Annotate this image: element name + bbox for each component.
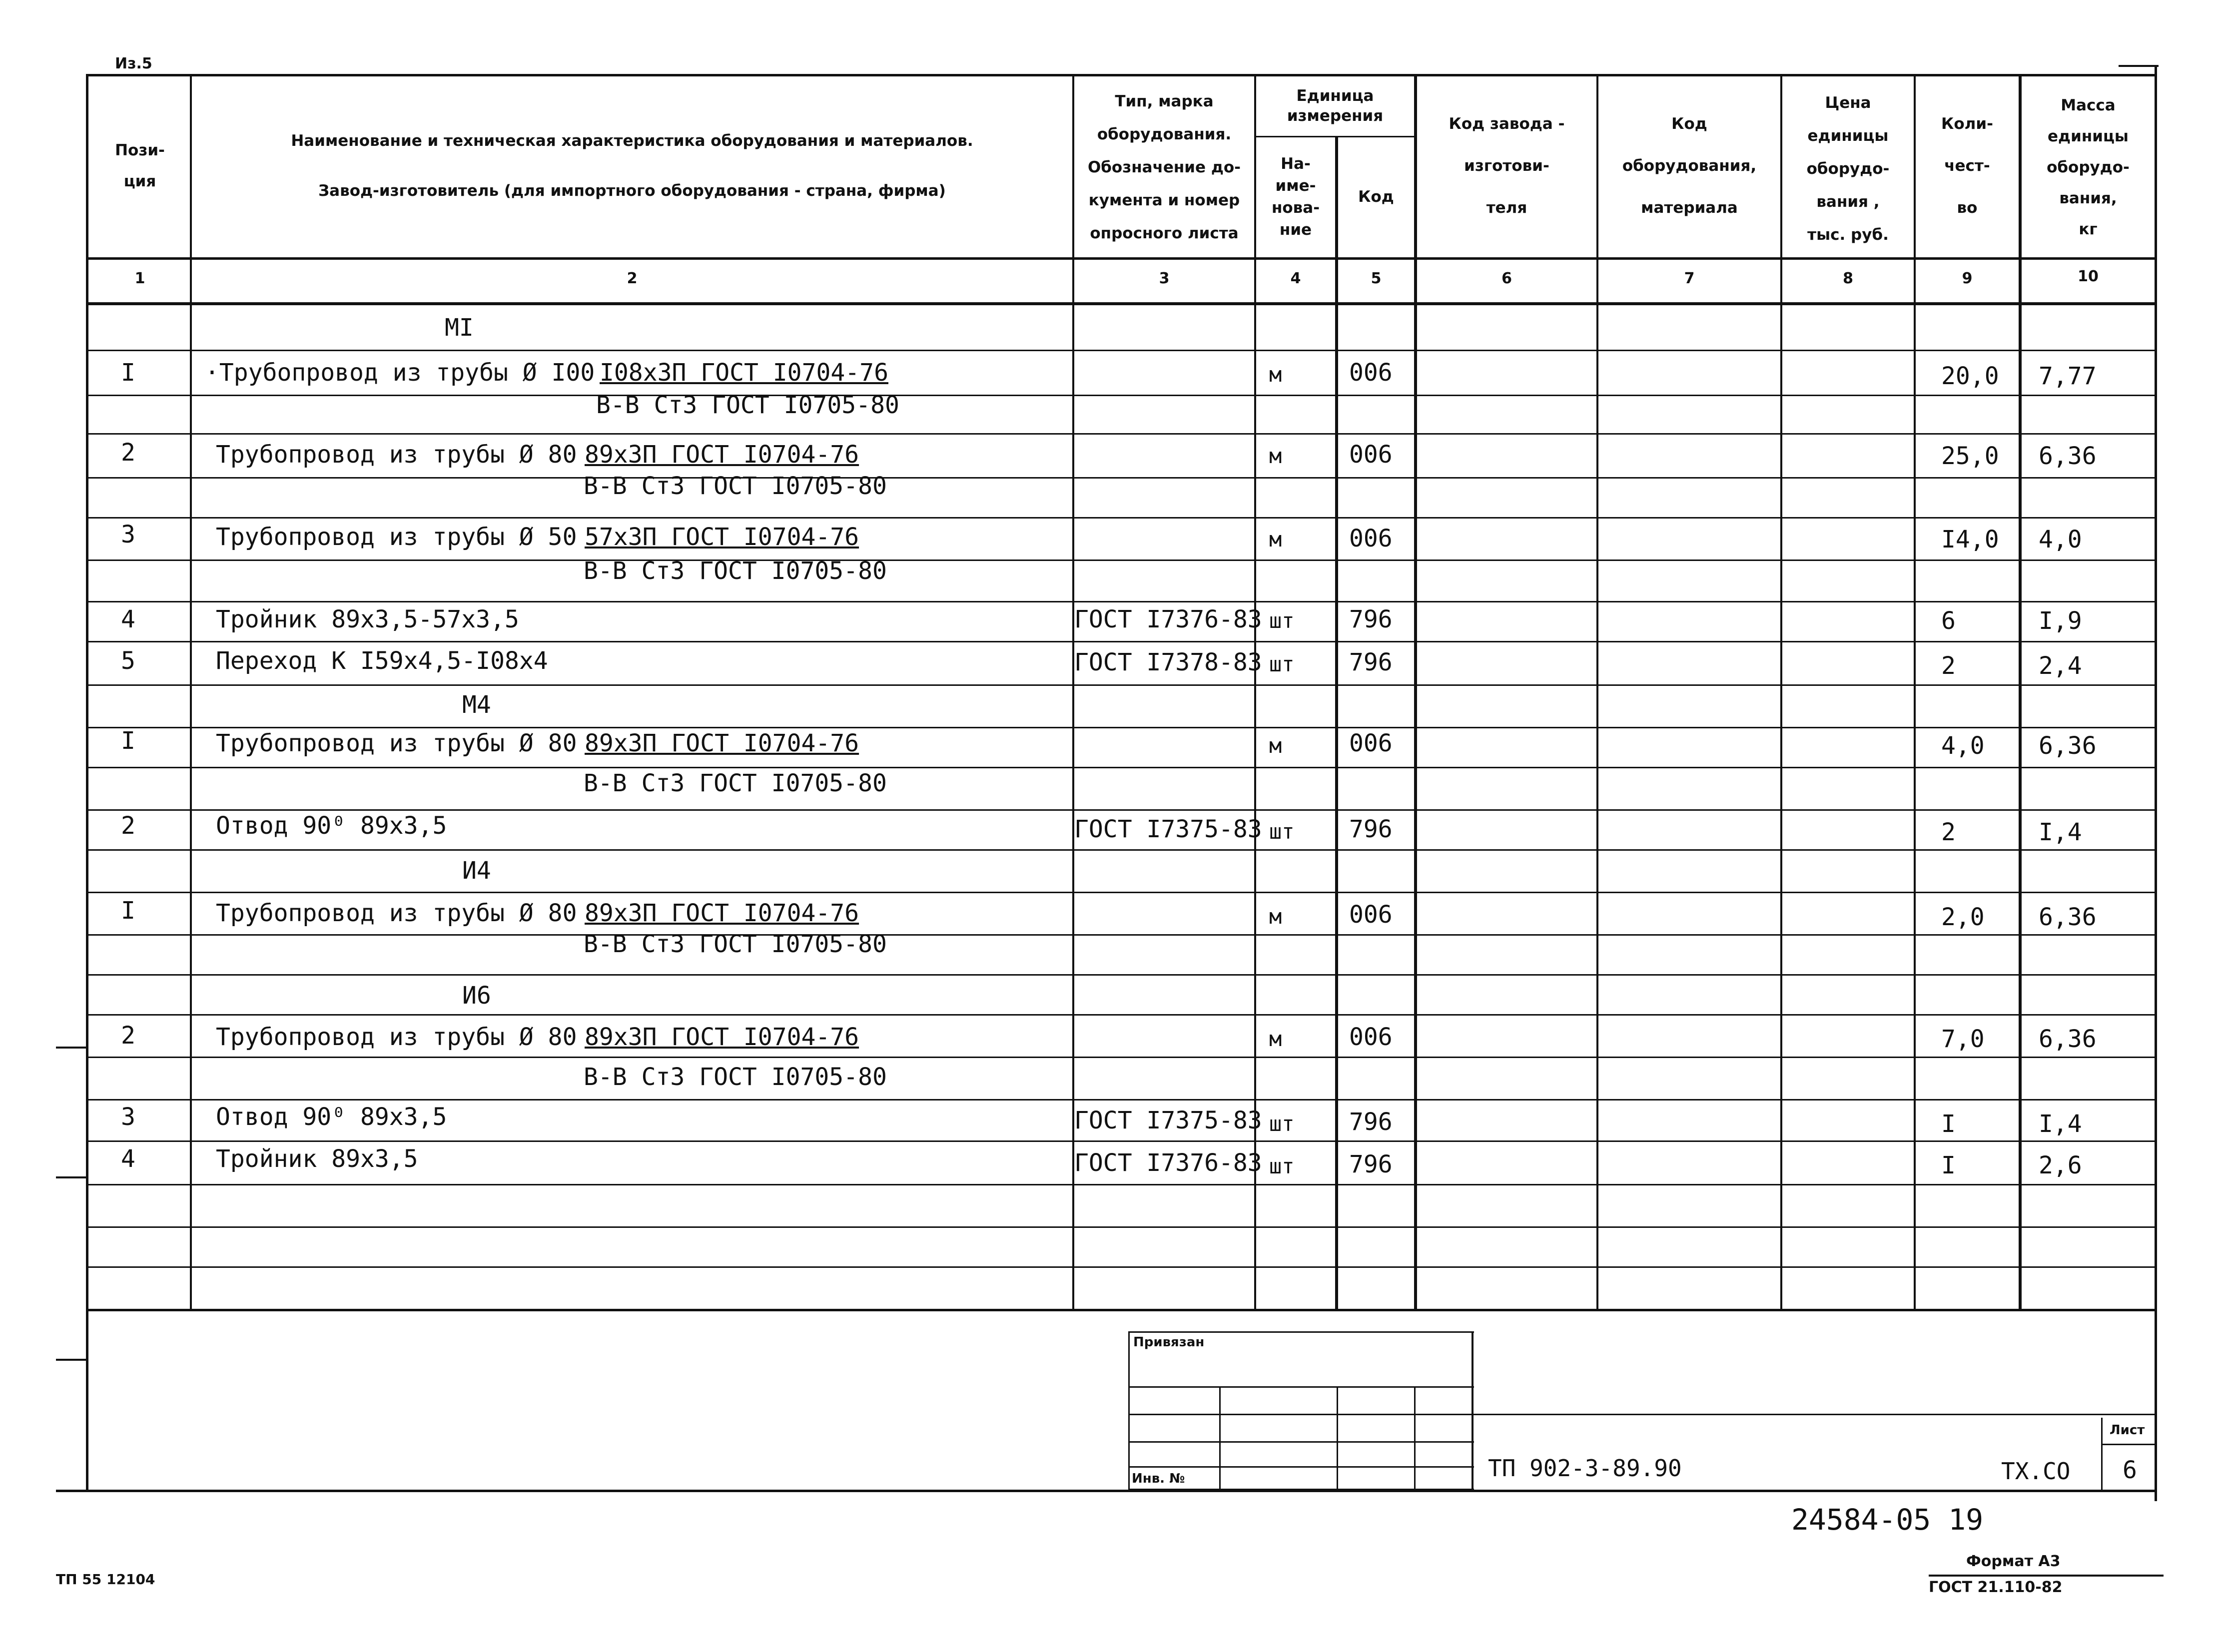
row-line [86,517,2157,519]
doc-type: ГОСТ I7378-83 [1074,648,1262,676]
position: I [121,359,135,387]
position: I [121,897,135,925]
header-col10 [2022,79,2155,256]
stamp-inv-label: Инв. № [1132,1471,1185,1486]
col-number: 7 [1684,270,1695,287]
unit-code: 006 [1349,729,1393,757]
quantity: 2 [1941,818,1956,846]
unit: м [1269,1027,1282,1051]
unit-code: 006 [1349,441,1393,469]
row-line [86,433,2157,435]
position: 2 [121,812,135,840]
position: I [121,727,135,755]
header-text: ция [123,172,156,190]
quantity: I4,0 [1941,526,1999,553]
col-line-5 [1414,74,1417,1310]
col-line-9 [2019,74,2022,1310]
header-bottom-line [86,257,2157,260]
item-name: Трубопровод из трубы Ø 80 [216,729,577,757]
unit-code: 796 [1349,815,1393,843]
header-text: тыс. руб. [1807,225,1889,244]
mass: 6,36 [2039,903,2097,931]
quantity: 25,0 [1941,442,1999,470]
mass: 6,36 [2039,732,2097,760]
header-text: теля [1486,199,1527,217]
unit: шт [1269,1111,1295,1136]
header-col1 [90,76,190,256]
position: 2 [121,1022,135,1050]
quantity: 7,0 [1941,1025,1985,1053]
unit: шт [1269,608,1295,633]
item-spec: 89х3П ГОСТ I0704-76 [585,729,859,757]
stamp-doc-code: ТП 902-3-89.90 [1488,1455,1682,1482]
item-spec: 89х3П ГОСТ I0704-76 [585,899,859,927]
margin-line-top [2119,65,2159,67]
quantity: 2,0 [1941,903,1985,931]
position: 4 [121,605,135,633]
col-line-7 [1780,74,1782,1310]
quantity: 2 [1941,652,1956,680]
mass: I,4 [2039,1110,2082,1138]
item-name: Трубопровод из трубы Ø 80 [216,1023,577,1051]
stamp-title-top [1472,1414,2157,1415]
row-line [86,1099,2157,1101]
item-name: Трубопровод из трубы Ø 80 [216,441,577,469]
row-line [86,727,2157,728]
format-label: Формат А3 [1966,1553,2061,1570]
margin-tick [56,1359,87,1361]
stamp-line [1128,1386,1474,1388]
footer-left-code: ТП 55 12104 [56,1571,155,1588]
header-text: во [1957,199,1978,217]
header-text: оборудования. [1097,125,1232,143]
stamp-line [1128,1466,1474,1468]
stamp-vline [1472,1331,1474,1491]
row-line [86,641,2157,642]
header-col4 [1256,138,1335,256]
row-line [86,1140,2157,1142]
border-left [86,74,88,1492]
unit: шт [1269,819,1295,844]
row-line [86,974,2157,976]
number-row-bottom-line [86,302,2157,305]
item-spec-2: В-В Ст3 ГОСТ I0705-80 [584,472,887,500]
header-col6 [1417,76,1596,256]
header-text: чест- [1944,157,1990,175]
margin-tick [56,1176,87,1178]
item-name: Тройник 89х3,5 [216,1145,418,1173]
stamp-line [1128,1441,1474,1443]
mass: 6,36 [2039,1025,2097,1053]
header-text: Тип, марка [1115,92,1214,110]
table-bottom-line [86,1309,2157,1311]
stamp-sheet-hline [2101,1444,2157,1445]
header-text: оборудо- [2047,158,2130,176]
header-text: кумента и номер [1088,191,1240,209]
header-unit-group [1256,76,1414,136]
header-col8 [1782,82,1914,255]
header-text: измерения [1287,107,1384,125]
row-line [86,559,2157,561]
col-line-4 [1335,136,1338,1310]
mass: 4,0 [2039,526,2082,553]
header-text: материала [1641,199,1738,217]
row-line [86,601,2157,602]
col-number: 8 [1843,270,1853,287]
position: 5 [121,647,135,675]
header-text: Коли- [1941,115,1993,133]
stamp-line [1128,1414,1474,1415]
row-line [86,934,2157,936]
header-text: Масса [2061,96,2116,114]
header-text: Наименование и техническая характеристика оборудования и материалов. [291,132,973,150]
unit: м [1269,904,1282,929]
position: 2 [121,439,135,467]
doc-type: ГОСТ I7375-83 [1074,1106,1262,1134]
row-line [86,1014,2157,1016]
item-name: Трубопровод из трубы Ø 80 [216,899,577,927]
margin-tick [56,1047,87,1049]
header-text: вания , [1816,192,1880,211]
row-line [86,684,2157,686]
stamp-vline [1337,1386,1338,1491]
unit: шт [1269,652,1295,676]
stamp-attached-label: Привязан [1133,1335,1205,1350]
section-heading: МI [445,314,474,342]
row-line [86,892,2157,893]
border-bottom [56,1490,2157,1492]
item-spec: 89х3П ГОСТ I0704-76 [585,441,859,469]
header-col2 [192,76,1072,256]
item-name: Тройник 89х3,5-57х3,5 [216,605,519,633]
item-spec: 89х3П ГОСТ I0704-76 [585,1023,859,1051]
header-text: кг [2079,220,2098,238]
row-line [86,477,2157,479]
unit-code: 006 [1349,359,1393,387]
quantity: 6 [1941,607,1956,635]
stamp-mark: ТХ.СО [2001,1458,2071,1485]
col-number: 6 [1501,270,1512,287]
header-text: Цена [1825,93,1871,112]
doc-type: ГОСТ I7375-83 [1074,815,1262,843]
item-name: Трубопровод из трубы Ø 50 [216,523,577,551]
stamp-vline [1414,1386,1416,1491]
item-name: Отвод 90⁰ 89х3,5 [216,1103,447,1131]
row-line [86,767,2157,768]
unit-group-line [1254,136,1414,137]
col-number: 2 [627,270,638,287]
item-spec-2: В-В Ст3 ГОСТ I0705-80 [584,769,887,797]
section-heading: И4 [462,857,491,885]
header-text: Обозначение до- [1087,158,1241,176]
row-line [86,1184,2157,1185]
gost-label: ГОСТ 21.110-82 [1929,1579,2063,1596]
row-line [86,395,2157,396]
header-text: изготови- [1464,157,1549,175]
item-spec: I08х3П ГОСТ I0704-76 [600,359,888,387]
unit: шт [1269,1154,1295,1178]
item-name: ·Трубопровод из трубы Ø I00 [205,359,595,387]
quantity: I [1941,1151,1956,1179]
position: 3 [121,1103,135,1131]
header-col5 [1338,138,1414,256]
row-line [86,809,2157,811]
col-number: 3 [1159,270,1170,287]
unit: м [1269,733,1282,758]
header-text: Код завода - [1449,115,1565,133]
header-text: ние [1279,221,1312,239]
header-text: Единица [1296,87,1374,105]
header-col7 [1598,76,1780,256]
header-col3 [1074,80,1254,255]
stamp-sheet-vline [2101,1418,2103,1492]
mass: I,9 [2039,607,2082,635]
header-text: оборудо- [1806,159,1890,178]
unit-code: 006 [1349,901,1393,929]
sheet-ref-top: Из.5 [115,55,152,72]
header-text: Завод-изготовитель (для импортного оборудования - страна, фирма) [318,182,946,200]
mass: 2,6 [2039,1151,2082,1179]
header-text: На- [1281,155,1311,173]
section-heading: И6 [462,982,491,1010]
mass: I,4 [2039,818,2082,846]
header-text: опросного листа [1090,224,1239,242]
item-spec: 57х3П ГОСТ I0704-76 [585,523,859,551]
unit-code: 796 [1349,1108,1393,1136]
mass: 6,36 [2039,442,2097,470]
item-spec-2: В-В Ст3 ГОСТ I0705-80 [584,930,887,958]
row-line [86,1266,2157,1268]
stamp-sheet-label: Лист [2110,1423,2145,1438]
header-text: вания, [2059,189,2117,207]
header-text: единицы [2048,127,2129,145]
row-line [86,1057,2157,1058]
quantity: 20,0 [1941,362,1999,390]
doc-type: ГОСТ I7376-83 [1074,605,1262,633]
col-number: 5 [1371,270,1382,287]
quantity: I [1941,1110,1956,1138]
footer-line [1929,1575,2164,1577]
col-number: 10 [2078,268,2099,285]
unit-code: 796 [1349,1150,1393,1178]
header-text: име- [1275,177,1316,195]
item-spec-2: В-В Ст3 ГОСТ I0705-80 [584,557,887,585]
stamp-vline [1219,1386,1221,1491]
mass: 2,4 [2039,652,2082,680]
col-number: 9 [1962,270,1973,287]
col-number: 1 [134,270,145,287]
position: 3 [121,521,135,549]
header-text: единицы [1807,126,1889,145]
header-col9 [1916,76,2019,256]
item-spec-2: В-В Ст3 ГОСТ I0705-80 [584,1063,887,1091]
unit-code: 796 [1349,648,1393,676]
header-text: Код [1358,188,1394,206]
unit-code: 796 [1349,605,1393,633]
section-heading: М4 [462,691,491,719]
item-name: Переход К I59х4,5-I08х4 [216,647,548,675]
col-line-6 [1596,74,1598,1310]
position: 4 [121,1145,135,1173]
row-line [86,1226,2157,1228]
item-spec-2: В-В Ст3 ГОСТ I0705-80 [596,391,899,419]
header-text: Пози- [115,141,165,159]
stamp-sheet-no: 6 [2123,1456,2137,1484]
header-text: нова- [1271,199,1320,217]
unit-code: 006 [1349,1023,1393,1051]
quantity: 4,0 [1941,732,1985,760]
border-right [2155,65,2157,1501]
unit: м [1269,362,1282,387]
doc-type: ГОСТ I7376-83 [1074,1149,1262,1177]
row-line [86,350,2157,351]
unit-code: 006 [1349,525,1393,552]
handwritten-number: 24584-05 19 [1791,1503,1984,1537]
col-line-8 [1914,74,1916,1310]
item-name: Отвод 90⁰ 89х3,5 [216,812,447,840]
header-text: Код [1671,115,1707,133]
col-number: 4 [1290,270,1301,287]
unit: м [1269,444,1282,468]
col-line-1 [190,74,192,1310]
row-line [86,849,2157,851]
header-text: оборудования, [1622,157,1757,175]
mass: 7,77 [2039,362,2097,390]
unit: м [1269,527,1282,551]
